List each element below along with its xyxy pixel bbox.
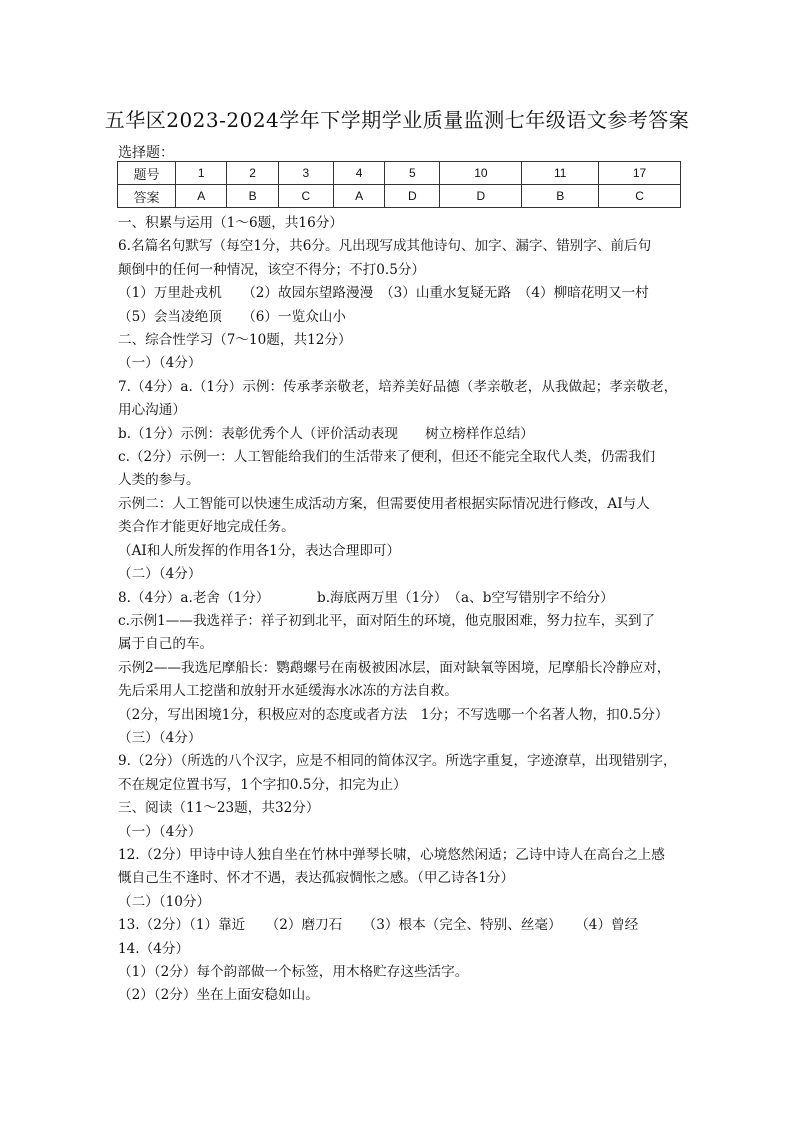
- text-line: （二）（4分）: [118, 566, 202, 583]
- text-line: b.（1分）示例：表彰优秀个人（评价活动表现 树立榜样作总结）: [118, 425, 534, 442]
- text-line: 6.名篇名句默写（每空1分，共6分。凡出现写成其他诗句、加字、漏字、错别字、前后句: [118, 238, 652, 255]
- table-row-answers: [118, 185, 681, 208]
- text-line: （一）（4分）: [118, 823, 202, 840]
- answer-cell: D: [440, 185, 522, 208]
- text-line: （2分，写出困境1分，积极应对的态度或者方法 1分；不写选哪一个名著人物，扣0.5分）: [118, 706, 669, 723]
- text-line: 慨自己生不逢时、怀才不遇，表达孤寂惆怅之感。（甲乙诗各1分）: [118, 870, 515, 887]
- text-line: 人类的参与。: [118, 472, 200, 489]
- text-line: （1）万里赴戎机 （2）故园东望路漫漫 （3）山重水复疑无路 （4）柳暗花明又一村: [118, 285, 649, 302]
- text-line: （5）会当凌绝顶 （6）一览众山小: [118, 308, 346, 325]
- text-line: 二、综合性学习（7～10题，共12分）: [118, 332, 352, 349]
- text-line: 不在规定位置书写，1个字扣0.5分，扣完为止）: [118, 776, 407, 793]
- text-line: 示例2——我选尼摩船长：鹦鹉螺号在南极被困冰层，面对缺氧等困境，尼摩船长冷静应对，: [118, 659, 671, 676]
- text-line: （1）（2分）每个韵部做一个标签，用木格贮存这些活字。: [118, 964, 469, 980]
- question-number-cell: 3: [278, 162, 333, 185]
- text-line: （二）（10分）: [118, 893, 211, 910]
- answer-cell: A: [176, 185, 227, 208]
- text-line: 三、阅读（11～23题，共32分）: [118, 800, 320, 817]
- text-line: 示例二：人工智能可以快速生成活动方案，但需要使用者根据实际情况进行修改，AI与人: [118, 495, 650, 512]
- answer-cell: B: [227, 185, 278, 208]
- question-number-cell: 11: [522, 162, 599, 185]
- answer-body: [118, 212, 678, 1008]
- answer-cell: C: [278, 185, 333, 208]
- text-line: （AI和人所发挥的作用各1分，表达合理即可）: [118, 542, 401, 559]
- text-line: c.（2分）示例一：人工智能给我们的生活带来了便利，但还不能完全取代人类，仍需我们: [118, 449, 656, 466]
- question-number-cell: 5: [385, 162, 440, 185]
- text-line: 先后采用人工挖凿和放射开水延缓海水冰冻的方法自救。: [118, 683, 458, 700]
- answer-table: [117, 161, 681, 208]
- text-line: 一、积累与运用（1～6题，共16分）: [118, 215, 343, 231]
- text-line: 用心沟通）: [118, 402, 186, 419]
- answer-cell: A: [333, 185, 384, 208]
- table-header-cell: 题号: [118, 162, 176, 185]
- table-header-cell: 答案: [118, 185, 176, 208]
- question-number-cell: 10: [440, 162, 522, 185]
- text-line: 类合作才能更好地完成任务。: [118, 519, 295, 536]
- text-line: 属于自己的车。: [118, 636, 214, 653]
- text-line: （2）（2分）坐在上面安稳如山。: [118, 987, 319, 1004]
- document-title: 五华区2023-2024学年下学期学业质量监测七年级语文参考答案: [104, 108, 690, 132]
- text-line: 7.（4分）a.（1分）示例：传承孝亲敬老，培养美好品德（孝亲敬老，从我做起；孝亲敬老，: [118, 378, 678, 395]
- choice-section-label: 选择题：: [118, 145, 174, 161]
- question-number-cell: 4: [333, 162, 384, 185]
- question-number-cell: 1: [176, 162, 227, 185]
- text-line: 9.（2分）（所选的八个汉字，应是不相同的简体汉字。所选字重复，字迹潦草，出现错别字，: [118, 753, 677, 770]
- text-line: 12.（2分）甲诗中诗人独自坐在竹林中弹琴长啸，心境悠然闲适；乙诗中诗人在高台之上感: [118, 846, 665, 863]
- answer-cell: C: [599, 185, 681, 208]
- text-line: 颠倒中的任何一种情况，该空不得分；不打0.5分）: [118, 261, 426, 278]
- answer-cell: D: [385, 185, 440, 208]
- text-line: c.示例1——我选祥子：祥子初到北平，面对陌生的环境，他克服困难，努力拉车，买到了: [118, 612, 656, 629]
- question-number-cell: 17: [599, 162, 681, 185]
- text-line: 13.（2分）（1）靠近 （2）磨刀石 （3）根本（完全、特别、丝毫） （4）曾经: [118, 917, 639, 934]
- text-line: 8.（4分）a.老舍（1分） b.海底两万里（1分） （a、b空写错别字不给分）: [118, 589, 614, 606]
- question-number-cell: 2: [227, 162, 278, 185]
- text-line: 14.（4分）: [118, 940, 190, 957]
- answer-cell: B: [522, 185, 599, 208]
- text-line: （一）（4分）: [118, 355, 202, 372]
- table-row-numbers: [118, 162, 681, 185]
- text-line: （三）（4分）: [118, 729, 202, 746]
